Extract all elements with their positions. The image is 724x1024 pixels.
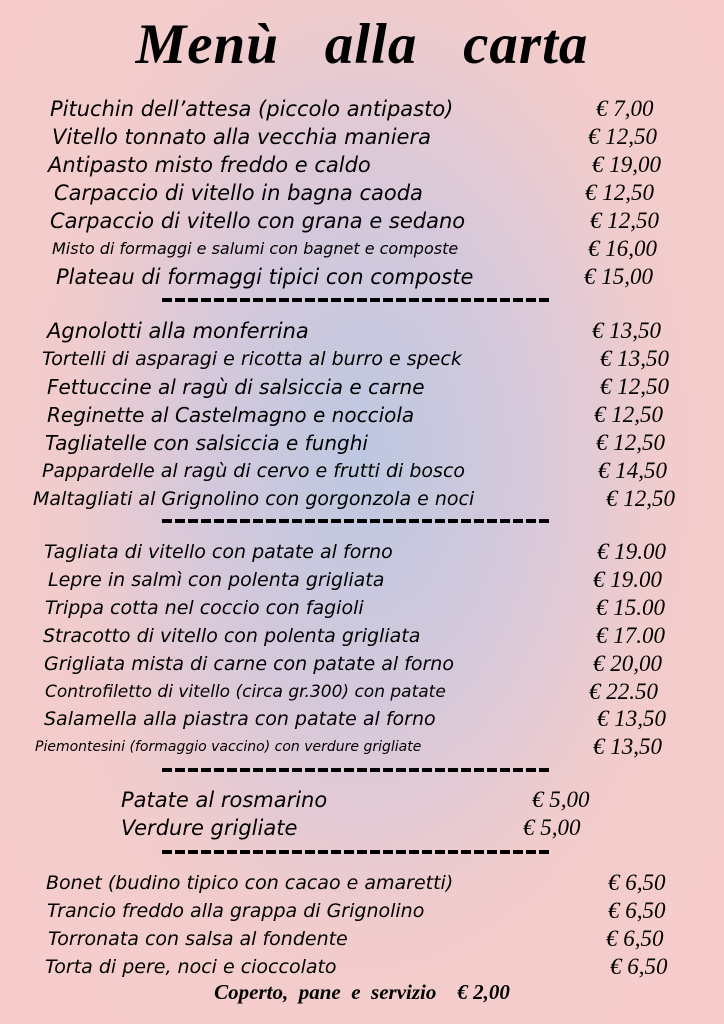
dish-price: € 16,00 (588, 236, 657, 261)
dish-price: € 15,00 (584, 264, 653, 289)
dish-price: € 22.50 (589, 679, 658, 704)
dish-name: Reginette al Castelmagno e nocciola (47, 403, 415, 427)
dish-name: Plateau di formaggi tipici con composte (56, 265, 474, 289)
dish-price: € 12,50 (606, 486, 675, 511)
dish-name: Lepre in salmì con polenta grigliata (48, 569, 385, 591)
dish-price: € 13,50 (600, 346, 669, 371)
dish-name: Fettuccine al ragù di salsiccia e carne (47, 375, 425, 399)
dish-name: Bonet (budino tipico con cacao e amaretti) (46, 872, 454, 894)
dish-name: Piemontesini (formaggio vaccino) con verdure grigliate (35, 739, 422, 755)
dish-name: Trippa cotta nel coccio con fagioli (45, 597, 364, 619)
dish-name: Tagliata di vitello con patate al forno (44, 541, 393, 563)
dish-price: € 12,50 (596, 430, 665, 455)
dish-name: Carpaccio di vitello con grana e sedano (50, 209, 466, 233)
dish-name: Torta di pere, noci e cioccolato (45, 956, 337, 978)
dish-name: Stracotto di vitello con polenta grigliata (43, 625, 421, 647)
dish-name: Tortelli di asparagi e ricotta al burro e speck (42, 348, 462, 370)
dish-price: € 19.00 (597, 539, 666, 564)
dish-price: € 6,50 (606, 926, 664, 951)
dish-name: Carpaccio di vitello in bagna caoda (54, 181, 423, 205)
dish-name: Vitello tonnato alla vecchia maniera (52, 125, 431, 149)
dish-price: € 15.00 (596, 595, 665, 620)
dish-price: € 14,50 (598, 458, 667, 483)
dish-price: € 12,50 (590, 208, 659, 233)
dish-price: € 13,50 (593, 734, 662, 759)
section-divider (162, 298, 552, 302)
dish-name: Patate al rosmarino (121, 788, 328, 812)
dish-price: € 6,50 (608, 898, 666, 923)
section-divider (162, 519, 552, 523)
dish-price: € 17.00 (596, 623, 665, 648)
dish-price: € 12,50 (585, 180, 654, 205)
dish-price: € 6,50 (610, 954, 668, 979)
dish-price: € 5,00 (523, 815, 581, 840)
dish-price: € 20,00 (593, 651, 662, 676)
dish-name: Agnolotti alla monferrina (47, 319, 309, 343)
dish-price: € 7,00 (596, 96, 654, 121)
dish-name: Tagliatelle con salsiccia e funghi (45, 431, 368, 455)
dish-name: Torronata con salsa al fondente (48, 928, 348, 950)
dish-price: € 19.00 (593, 567, 662, 592)
dish-price: € 5,00 (532, 787, 590, 812)
dish-name: Pappardelle al ragù di cervo e frutti di bosco (42, 460, 466, 482)
dish-name: Maltagliati al Grignolino con gorgonzola e noci (33, 488, 475, 510)
section-divider (162, 850, 552, 854)
dish-name: Controfiletto di vitello (circa gr.300) con patate (45, 682, 446, 702)
dish-price: € 13,50 (592, 318, 661, 343)
dish-name: Trancio freddo alla grappa di Grignolino (47, 900, 425, 922)
dish-name: Antipasto misto freddo e caldo (48, 153, 371, 177)
section-divider (162, 768, 552, 772)
dish-price: € 12,50 (600, 374, 669, 399)
dish-name: Salamella alla piastra con patate al forno (44, 708, 436, 730)
dish-name: Verdure grigliate (121, 816, 298, 840)
dish-price: € 19,00 (592, 152, 661, 177)
menu-title: Menù alla carta (135, 13, 589, 76)
dish-price: € 12,50 (594, 402, 663, 427)
dish-price: € 12,50 (588, 124, 657, 149)
dish-price: € 13,50 (597, 706, 666, 731)
dish-name: Grigliata mista di carne con patate al forno (44, 653, 454, 675)
dish-name: Misto di formaggi e salumi con bagnet e composte (52, 239, 459, 258)
dish-price: € 6,50 (608, 870, 666, 895)
cover-charge-note: Coperto, pane e servizio € 2,00 (214, 980, 510, 1004)
dish-name: Pituchin dell’attesa (piccolo antipasto) (50, 97, 454, 121)
